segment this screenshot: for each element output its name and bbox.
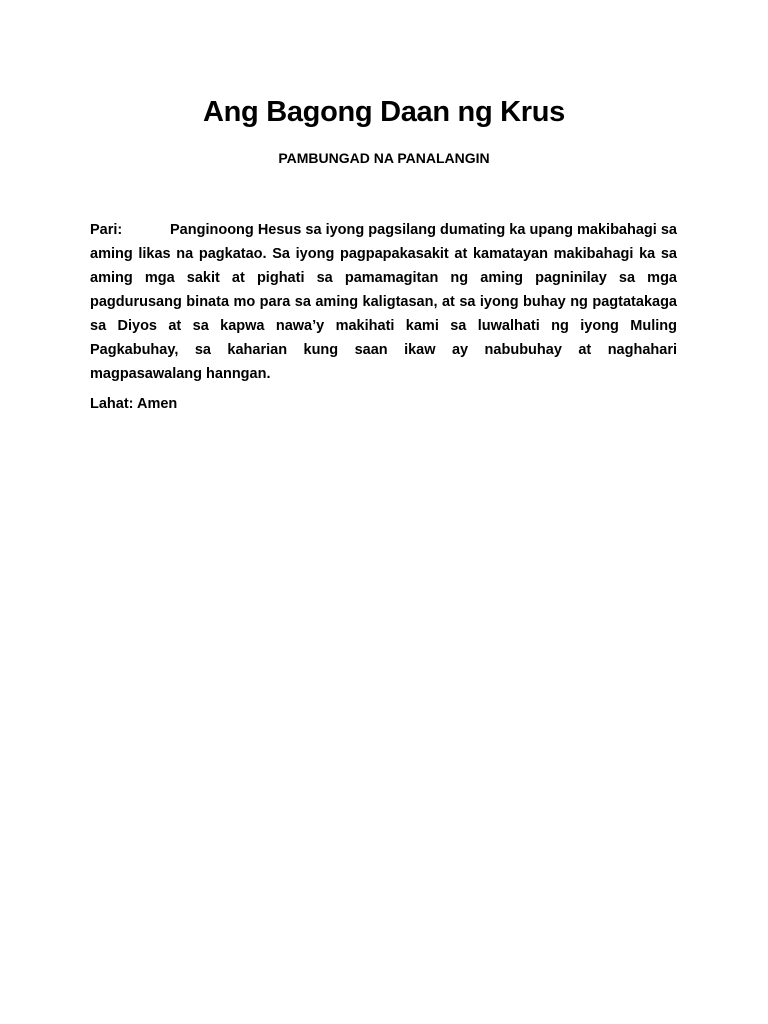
prayer-paragraph xyxy=(90,218,677,386)
congregation-response: Lahat: Amen xyxy=(90,396,178,412)
document-title: Ang Bagong Daan ng Krus xyxy=(202,96,566,128)
speaker-label: Pari: xyxy=(90,222,123,238)
prayer-text: Panginoong Hesus sa iyong pagsilang dumating ka upang makibahagi sa aming likas na pagkatao. Sa iyong pagpapakasakit at kamatayan makibahagi ka sa aming mga sakit at pighati sa pamamagitan ng aming pagninilay sa mga pagdurusang binata mo para sa aming kaligtasan, at sa iyong buhay ng pagtatakaga sa Diyos at sa kapwa nawa’y makihati kami sa luwalhati ng iyong Muling Pagkabuhay, sa kaharian kung saan ikaw ay nabubuhay at naghahari magpasawalang hanngan. xyxy=(90,222,677,382)
section-heading: PAMBUNGAD NA PANALANGIN xyxy=(278,150,490,166)
